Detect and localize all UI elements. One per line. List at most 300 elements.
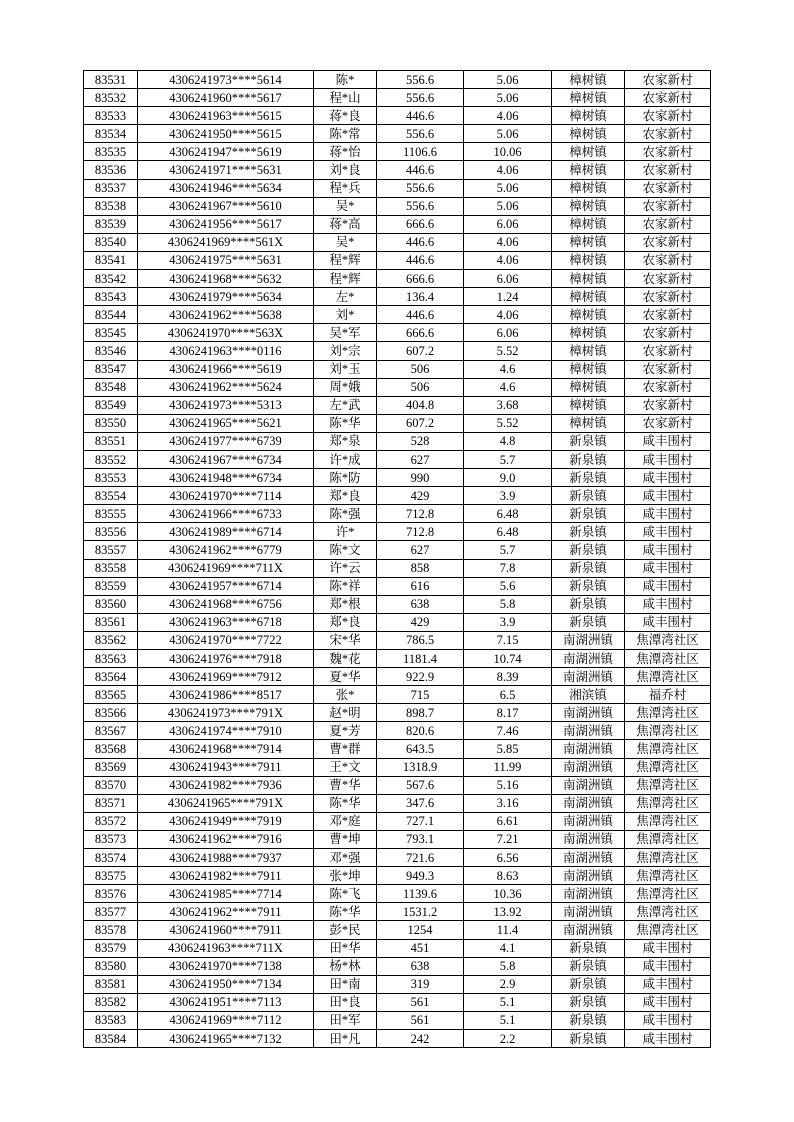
cell-id-number: 4306241969****7912: [138, 668, 314, 686]
cell-name: 刘*宗: [314, 342, 377, 360]
table-row: [84, 867, 711, 885]
cell-area: 5.52: [464, 342, 552, 360]
cell-town: 新泉镇: [552, 975, 625, 993]
cell-area: 5.6: [464, 577, 552, 595]
cell-id-number: 4306241988****7937: [138, 849, 314, 867]
cell-serial: 83554: [84, 487, 138, 505]
cell-id-number: 4306241982****7936: [138, 776, 314, 794]
cell-amount: 446.6: [377, 161, 464, 179]
table-row: [84, 830, 711, 848]
cell-serial: 83584: [84, 1029, 138, 1047]
cell-id-number: 4306241956****5617: [138, 215, 314, 233]
cell-id-number: 4306241957****6714: [138, 577, 314, 595]
cell-village: 咸丰围村: [625, 505, 711, 523]
cell-town: 新泉镇: [552, 595, 625, 613]
cell-town: 新泉镇: [552, 577, 625, 595]
cell-name: 程*山: [314, 89, 377, 107]
cell-area: 10.74: [464, 650, 552, 668]
cell-area: 1.24: [464, 288, 552, 306]
cell-town: 南湖洲镇: [552, 830, 625, 848]
cell-name: 郑*良: [314, 487, 377, 505]
cell-village: 农家新村: [625, 251, 711, 269]
cell-id-number: 4306241970****7722: [138, 631, 314, 649]
cell-name: 田*华: [314, 939, 377, 957]
cell-town: 樟树镇: [552, 378, 625, 396]
cell-amount: 561: [377, 1011, 464, 1029]
cell-id-number: 4306241971****5631: [138, 161, 314, 179]
table-row: [84, 288, 711, 306]
table-row: [84, 450, 711, 468]
cell-id-number: 4306241962****7916: [138, 830, 314, 848]
cell-id-number: 4306241969****561X: [138, 233, 314, 251]
cell-name: 陈*常: [314, 125, 377, 143]
table-row: [84, 975, 711, 993]
cell-village: 咸丰围村: [625, 432, 711, 450]
cell-amount: 666.6: [377, 324, 464, 342]
cell-area: 6.48: [464, 505, 552, 523]
cell-name: 田*凡: [314, 1029, 377, 1047]
cell-area: 3.68: [464, 396, 552, 414]
cell-serial: 83576: [84, 885, 138, 903]
cell-amount: 1531.2: [377, 903, 464, 921]
cell-id-number: 4306241966****5619: [138, 360, 314, 378]
cell-serial: 83568: [84, 740, 138, 758]
cell-village: 农家新村: [625, 89, 711, 107]
cell-name: 郑*良: [314, 613, 377, 631]
cell-town: 新泉镇: [552, 487, 625, 505]
cell-village: 农家新村: [625, 215, 711, 233]
cell-village: 农家新村: [625, 125, 711, 143]
cell-name: 夏*芳: [314, 722, 377, 740]
cell-area: 4.8: [464, 432, 552, 450]
cell-id-number: 4306241970****7138: [138, 957, 314, 975]
cell-id-number: 4306241968****6756: [138, 595, 314, 613]
cell-area: 5.06: [464, 125, 552, 143]
cell-town: 南湖洲镇: [552, 885, 625, 903]
cell-amount: 506: [377, 378, 464, 396]
cell-amount: 528: [377, 432, 464, 450]
cell-serial: 83555: [84, 505, 138, 523]
cell-amount: 242: [377, 1029, 464, 1047]
cell-town: 新泉镇: [552, 957, 625, 975]
cell-amount: 1181.4: [377, 650, 464, 668]
table-row: [84, 107, 711, 125]
cell-amount: 429: [377, 613, 464, 631]
cell-amount: 793.1: [377, 830, 464, 848]
cell-town: 樟树镇: [552, 342, 625, 360]
cell-amount: 712.8: [377, 505, 464, 523]
table-row: [84, 613, 711, 631]
cell-serial: 83571: [84, 794, 138, 812]
table-row: [84, 794, 711, 812]
cell-serial: 83553: [84, 469, 138, 487]
cell-village: 福乔村: [625, 686, 711, 704]
cell-id-number: 4306241943****7911: [138, 758, 314, 776]
cell-village: 焦潭湾社区: [625, 668, 711, 686]
cell-id-number: 4306241962****5638: [138, 306, 314, 324]
cell-amount: 446.6: [377, 306, 464, 324]
cell-area: 6.5: [464, 686, 552, 704]
cell-village: 焦潭湾社区: [625, 794, 711, 812]
cell-amount: 429: [377, 487, 464, 505]
table-row: [84, 668, 711, 686]
cell-amount: 556.6: [377, 89, 464, 107]
cell-area: 7.8: [464, 559, 552, 577]
cell-serial: 83566: [84, 704, 138, 722]
cell-name: 程*辉: [314, 270, 377, 288]
cell-area: 9.0: [464, 469, 552, 487]
cell-town: 樟树镇: [552, 306, 625, 324]
table-row: [84, 812, 711, 830]
cell-area: 10.06: [464, 143, 552, 161]
cell-amount: 136.4: [377, 288, 464, 306]
cell-village: 焦潭湾社区: [625, 722, 711, 740]
table-row: [84, 776, 711, 794]
cell-name: 吴*: [314, 197, 377, 215]
cell-village: 咸丰围村: [625, 939, 711, 957]
cell-id-number: 4306241975****5631: [138, 251, 314, 269]
cell-village: 焦潭湾社区: [625, 885, 711, 903]
cell-name: 杨*林: [314, 957, 377, 975]
cell-town: 南湖洲镇: [552, 867, 625, 885]
cell-name: 郑*泉: [314, 432, 377, 450]
cell-village: 农家新村: [625, 360, 711, 378]
table-row: [84, 849, 711, 867]
cell-village: 焦潭湾社区: [625, 776, 711, 794]
cell-id-number: 4306241951****7113: [138, 993, 314, 1011]
cell-serial: 83580: [84, 957, 138, 975]
cell-amount: 556.6: [377, 197, 464, 215]
cell-serial: 83531: [84, 71, 138, 89]
cell-name: 许*云: [314, 559, 377, 577]
cell-area: 5.06: [464, 179, 552, 197]
cell-id-number: 4306241989****6714: [138, 523, 314, 541]
cell-amount: 786.5: [377, 631, 464, 649]
cell-serial: 83546: [84, 342, 138, 360]
table-row: [84, 1029, 711, 1047]
cell-amount: 898.7: [377, 704, 464, 722]
cell-name: 吴*军: [314, 324, 377, 342]
cell-amount: 721.6: [377, 849, 464, 867]
cell-id-number: 4306241970****563X: [138, 324, 314, 342]
cell-serial: 83582: [84, 993, 138, 1011]
cell-id-number: 4306241974****7910: [138, 722, 314, 740]
cell-id-number: 4306241963****0116: [138, 342, 314, 360]
cell-area: 3.9: [464, 613, 552, 631]
table-row: [84, 197, 711, 215]
table-row: [84, 505, 711, 523]
cell-area: 4.06: [464, 306, 552, 324]
cell-town: 樟树镇: [552, 233, 625, 251]
cell-serial: 83537: [84, 179, 138, 197]
cell-area: 4.06: [464, 233, 552, 251]
cell-amount: 1318.9: [377, 758, 464, 776]
cell-serial: 83577: [84, 903, 138, 921]
cell-area: 3.16: [464, 794, 552, 812]
table-row: [84, 342, 711, 360]
cell-serial: 83563: [84, 650, 138, 668]
cell-name: 蒋*良: [314, 107, 377, 125]
cell-town: 南湖洲镇: [552, 740, 625, 758]
cell-serial: 83556: [84, 523, 138, 541]
cell-name: 许*成: [314, 450, 377, 468]
cell-village: 农家新村: [625, 197, 711, 215]
table-row: [84, 704, 711, 722]
cell-area: 7.46: [464, 722, 552, 740]
cell-area: 6.06: [464, 270, 552, 288]
cell-amount: 1139.6: [377, 885, 464, 903]
table-row: [84, 270, 711, 288]
cell-id-number: 4306241950****7134: [138, 975, 314, 993]
cell-id-number: 4306241986****8517: [138, 686, 314, 704]
cell-village: 农家新村: [625, 342, 711, 360]
cell-amount: 727.1: [377, 812, 464, 830]
cell-amount: 1254: [377, 921, 464, 939]
cell-amount: 451: [377, 939, 464, 957]
cell-name: 邓*庭: [314, 812, 377, 830]
cell-town: 樟树镇: [552, 324, 625, 342]
cell-area: 5.7: [464, 450, 552, 468]
cell-serial: 83534: [84, 125, 138, 143]
cell-serial: 83544: [84, 306, 138, 324]
cell-village: 焦潭湾社区: [625, 704, 711, 722]
cell-name: 陈*祥: [314, 577, 377, 595]
cell-amount: 949.3: [377, 867, 464, 885]
cell-village: 农家新村: [625, 71, 711, 89]
cell-town: 南湖洲镇: [552, 812, 625, 830]
cell-town: 樟树镇: [552, 89, 625, 107]
table-row: [84, 885, 711, 903]
cell-amount: 556.6: [377, 179, 464, 197]
cell-serial: 83581: [84, 975, 138, 993]
cell-serial: 83583: [84, 1011, 138, 1029]
cell-area: 10.36: [464, 885, 552, 903]
cell-area: 8.63: [464, 867, 552, 885]
cell-area: 8.17: [464, 704, 552, 722]
cell-area: 5.8: [464, 957, 552, 975]
cell-name: 陈*强: [314, 505, 377, 523]
cell-id-number: 4306241960****5617: [138, 89, 314, 107]
cell-village: 农家新村: [625, 143, 711, 161]
cell-name: 左*武: [314, 396, 377, 414]
cell-town: 新泉镇: [552, 993, 625, 1011]
table-row: [84, 722, 711, 740]
cell-id-number: 4306241968****7914: [138, 740, 314, 758]
table-row: [84, 179, 711, 197]
cell-village: 农家新村: [625, 396, 711, 414]
cell-name: 蒋*高: [314, 215, 377, 233]
cell-id-number: 4306241970****7114: [138, 487, 314, 505]
cell-village: 焦潭湾社区: [625, 849, 711, 867]
cell-name: 宋*华: [314, 631, 377, 649]
cell-name: 张*坤: [314, 867, 377, 885]
cell-village: 农家新村: [625, 161, 711, 179]
cell-name: 田*良: [314, 993, 377, 1011]
cell-area: 2.2: [464, 1029, 552, 1047]
cell-town: 南湖洲镇: [552, 794, 625, 812]
cell-town: 南湖洲镇: [552, 722, 625, 740]
cell-amount: 666.6: [377, 270, 464, 288]
cell-village: 咸丰围村: [625, 1029, 711, 1047]
table-row: [84, 921, 711, 939]
cell-name: 程*辉: [314, 251, 377, 269]
table-row: [84, 233, 711, 251]
cell-serial: 83565: [84, 686, 138, 704]
cell-serial: 83551: [84, 432, 138, 450]
cell-id-number: 4306241985****7714: [138, 885, 314, 903]
cell-amount: 1106.6: [377, 143, 464, 161]
cell-town: 南湖洲镇: [552, 758, 625, 776]
cell-amount: 820.6: [377, 722, 464, 740]
cell-serial: 83543: [84, 288, 138, 306]
cell-area: 5.16: [464, 776, 552, 794]
cell-name: 周*娥: [314, 378, 377, 396]
cell-name: 刘*: [314, 306, 377, 324]
cell-amount: 446.6: [377, 107, 464, 125]
cell-id-number: 4306241966****6733: [138, 505, 314, 523]
cell-serial: 83562: [84, 631, 138, 649]
cell-town: 樟树镇: [552, 107, 625, 125]
table-row: [84, 650, 711, 668]
cell-serial: 83548: [84, 378, 138, 396]
cell-town: 樟树镇: [552, 288, 625, 306]
cell-village: 焦潭湾社区: [625, 921, 711, 939]
cell-area: 11.4: [464, 921, 552, 939]
cell-amount: 858: [377, 559, 464, 577]
cell-serial: 83578: [84, 921, 138, 939]
cell-name: 刘*良: [314, 161, 377, 179]
cell-serial: 83570: [84, 776, 138, 794]
cell-amount: 922.9: [377, 668, 464, 686]
table-row: [84, 523, 711, 541]
cell-serial: 83540: [84, 233, 138, 251]
cell-village: 农家新村: [625, 179, 711, 197]
cell-town: 新泉镇: [552, 613, 625, 631]
cell-town: 樟树镇: [552, 396, 625, 414]
cell-area: 4.06: [464, 107, 552, 125]
cell-id-number: 4306241963****5615: [138, 107, 314, 125]
cell-town: 樟树镇: [552, 414, 625, 432]
cell-town: 樟树镇: [552, 71, 625, 89]
cell-name: 郑*根: [314, 595, 377, 613]
table-row: [84, 324, 711, 342]
cell-area: 6.61: [464, 812, 552, 830]
record-table-body: [84, 71, 711, 1048]
cell-name: 陈*华: [314, 794, 377, 812]
cell-amount: 990: [377, 469, 464, 487]
cell-village: 焦潭湾社区: [625, 830, 711, 848]
cell-name: 许*: [314, 523, 377, 541]
cell-village: 咸丰围村: [625, 975, 711, 993]
cell-id-number: 4306241950****5615: [138, 125, 314, 143]
cell-serial: 83575: [84, 867, 138, 885]
cell-village: 焦潭湾社区: [625, 812, 711, 830]
cell-area: 5.7: [464, 541, 552, 559]
cell-id-number: 4306241967****5610: [138, 197, 314, 215]
cell-town: 樟树镇: [552, 179, 625, 197]
table-row: [84, 559, 711, 577]
cell-serial: 83559: [84, 577, 138, 595]
cell-area: 2.9: [464, 975, 552, 993]
cell-id-number: 4306241948****6734: [138, 469, 314, 487]
cell-town: 新泉镇: [552, 523, 625, 541]
cell-area: 5.1: [464, 1011, 552, 1029]
cell-area: 13.92: [464, 903, 552, 921]
cell-name: 曹*华: [314, 776, 377, 794]
cell-area: 6.48: [464, 523, 552, 541]
cell-name: 田*军: [314, 1011, 377, 1029]
cell-town: 南湖洲镇: [552, 668, 625, 686]
cell-area: 4.6: [464, 378, 552, 396]
cell-town: 南湖洲镇: [552, 650, 625, 668]
cell-town: 樟树镇: [552, 360, 625, 378]
cell-village: 焦潭湾社区: [625, 631, 711, 649]
table-row: [84, 396, 711, 414]
cell-town: 樟树镇: [552, 215, 625, 233]
cell-serial: 83542: [84, 270, 138, 288]
cell-town: 樟树镇: [552, 143, 625, 161]
cell-area: 5.8: [464, 595, 552, 613]
cell-name: 陈*华: [314, 903, 377, 921]
cell-amount: 616: [377, 577, 464, 595]
cell-id-number: 4306241946****5634: [138, 179, 314, 197]
cell-town: 新泉镇: [552, 1029, 625, 1047]
cell-area: 6.06: [464, 324, 552, 342]
cell-area: 3.9: [464, 487, 552, 505]
cell-name: 田*南: [314, 975, 377, 993]
cell-amount: 556.6: [377, 71, 464, 89]
cell-town: 新泉镇: [552, 1011, 625, 1029]
cell-name: 王*文: [314, 758, 377, 776]
cell-town: 南湖洲镇: [552, 704, 625, 722]
cell-serial: 83574: [84, 849, 138, 867]
cell-serial: 83569: [84, 758, 138, 776]
cell-name: 陈*: [314, 71, 377, 89]
cell-area: 4.06: [464, 251, 552, 269]
cell-amount: 607.2: [377, 342, 464, 360]
cell-id-number: 4306241973****791X: [138, 704, 314, 722]
cell-name: 左*: [314, 288, 377, 306]
table-row: [84, 487, 711, 505]
cell-town: 湘滨镇: [552, 686, 625, 704]
cell-area: 4.06: [464, 161, 552, 179]
cell-serial: 83572: [84, 812, 138, 830]
cell-village: 农家新村: [625, 233, 711, 251]
cell-village: 农家新村: [625, 288, 711, 306]
cell-village: 焦潭湾社区: [625, 867, 711, 885]
cell-town: 南湖洲镇: [552, 921, 625, 939]
cell-town: 樟树镇: [552, 125, 625, 143]
table-row: [84, 577, 711, 595]
table-row: [84, 631, 711, 649]
cell-name: 陈*防: [314, 469, 377, 487]
cell-id-number: 4306241973****5614: [138, 71, 314, 89]
cell-id-number: 4306241962****6779: [138, 541, 314, 559]
table-row: [84, 360, 711, 378]
cell-town: 樟树镇: [552, 161, 625, 179]
table-row: [84, 414, 711, 432]
cell-amount: 561: [377, 993, 464, 1011]
cell-serial: 83538: [84, 197, 138, 215]
cell-village: 农家新村: [625, 378, 711, 396]
table-row: [84, 215, 711, 233]
cell-town: 新泉镇: [552, 469, 625, 487]
cell-serial: 83561: [84, 613, 138, 631]
cell-village: 焦潭湾社区: [625, 740, 711, 758]
cell-village: 咸丰围村: [625, 993, 711, 1011]
cell-serial: 83558: [84, 559, 138, 577]
cell-name: 邓*强: [314, 849, 377, 867]
